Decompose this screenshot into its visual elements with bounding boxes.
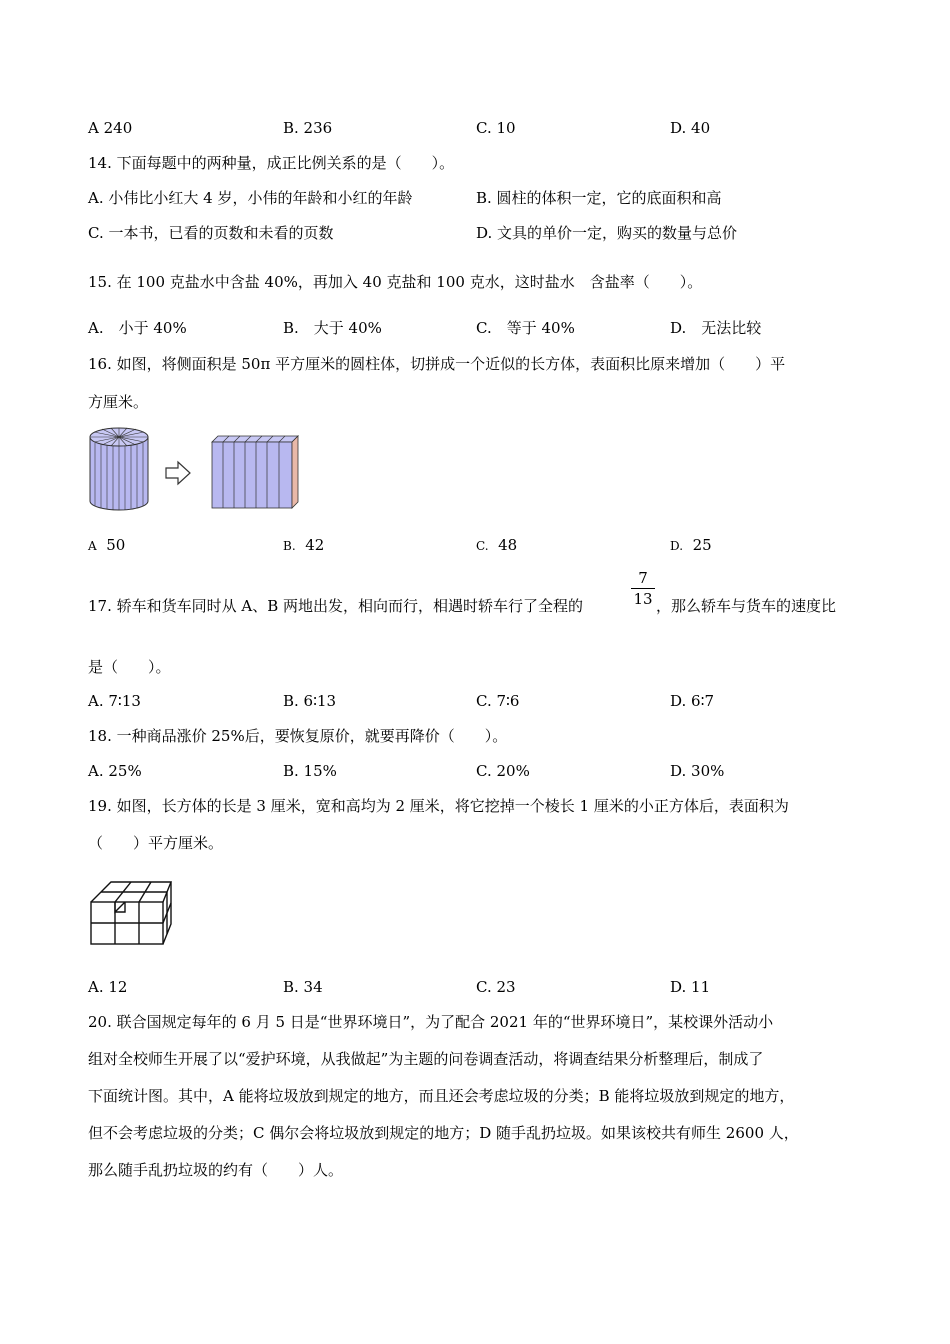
q20-line-2: 组对全校师生开展了以“爱护环境，从我做起”为主题的问卷调查活动，将调查结果分析整理后，制成了 <box>88 1050 764 1068</box>
q19-stem-line1: 19. 如图，长方体的长是 3 厘米，宽和高均为 2 厘米，将它挖掉一个棱长 1 厘米的小正方体后，表面积为 <box>88 797 789 815</box>
q18-option-d: D. 30% <box>670 762 725 780</box>
fraction-denominator: 13 <box>633 590 653 608</box>
q17-option-c: C. 7∶6 <box>476 692 520 710</box>
q16-stem-line2: 方厘米。 <box>88 393 149 411</box>
q14-option-b: B. 圆柱的体积一定，它的底面积和高 <box>476 189 722 207</box>
cylinder-illustration <box>90 428 148 510</box>
q19-option-b: B. 34 <box>283 978 323 996</box>
q18-option-b: B. 15% <box>283 762 337 780</box>
q13-option-d: D. 40 <box>670 119 711 137</box>
q15-option-c: C. 等于 40% <box>476 319 575 337</box>
q14-stem: 14. 下面每题中的两种量，成正比例关系的是（ ）。 <box>88 154 455 172</box>
q14-option-c: C. 一本书，已看的页数和未看的页数 <box>88 224 334 242</box>
q20-line-5: 那么随手乱扔垃圾的约有（ ）人。 <box>88 1161 344 1179</box>
q18-stem: 18. 一种商品涨价 25%后，要恢复原价，就要再降价（ ）。 <box>88 727 508 745</box>
q14-option-a: A. 小伟比小红大 4 岁，小伟的年龄和小红的年龄 <box>88 189 413 207</box>
q17-option-d: D. 6∶7 <box>670 692 715 710</box>
q17-stem-line2: 是（ ）。 <box>88 658 171 676</box>
fraction-numerator: 7 <box>638 569 648 587</box>
q19-stem-line2: （ ）平方厘米。 <box>88 834 224 852</box>
q13-option-b: B. 236 <box>283 119 333 137</box>
q13-option-a: A 240 <box>88 119 133 137</box>
q15-option-d: D. 无法比较 <box>670 319 762 337</box>
q19-option-c: C. 23 <box>476 978 516 996</box>
cylinder-to-cuboid-figure <box>86 425 306 515</box>
q15-option-b: B. 大于 40% <box>283 319 382 337</box>
q17-option-a: A. 7∶13 <box>88 692 141 710</box>
right-arrow-icon <box>166 462 190 484</box>
q16-option-a: A 50 <box>88 536 126 554</box>
q18-option-c: C. 20% <box>476 762 530 780</box>
cuboid-with-cutout-figure <box>88 878 178 948</box>
q20-line-1: 20. 联合国规定每年的 6 月 5 日是“世界环境日”，为了配合 2021 年的“世界环境日”，某校课外活动小 <box>88 1013 774 1031</box>
q17-option-b: B. 6∶13 <box>283 692 337 710</box>
q13-option-c: C. 10 <box>476 119 516 137</box>
q19-option-a: A. 12 <box>88 978 128 996</box>
fraction-bar <box>631 588 655 589</box>
q15-option-a: A. 小于 40% <box>88 319 187 337</box>
q16-option-d: D. 25 <box>670 536 712 554</box>
q20-line-3: 下面统计图。其中，A 能将垃圾放到规定的地方，而且还会考虑垃圾的分类；B 能将垃圾放到规定的地方， <box>88 1087 795 1105</box>
q16-option-c: C. 48 <box>476 536 518 554</box>
q16-stem-line1: 16. 如图，将侧面积是 50π 平方厘米的圆柱体，切拼成一个近似的长方体，表面积比原来增加（ ）平 <box>88 355 786 373</box>
q18-option-a: A. 25% <box>88 762 142 780</box>
q16-option-b: B. 42 <box>283 536 325 554</box>
q20-line-4: 但不会考虑垃圾的分类；C 偶尔会将垃圾放到规定的地方；D 随手乱扔垃圾。如果该校共有师生 2600 人， <box>88 1124 799 1142</box>
q17-stem-after: ，那么轿车与货车的速度比 <box>656 597 837 615</box>
q17-stem-before: 17. 轿车和货车同时从 A、B 两地出发，相向而行，相遇时轿车行了全程的 <box>88 597 584 615</box>
q17-fraction <box>631 569 655 608</box>
q15-stem: 15. 在 100 克盐水中含盐 40%，再加入 40 克盐和 100 克水，这时盐水 含盐率（ ）。 <box>88 273 703 291</box>
q19-option-d: D. 11 <box>670 978 711 996</box>
q14-option-d: D. 文具的单价一定，购买的数量与总价 <box>476 224 738 242</box>
cuboid-illustration <box>212 436 298 508</box>
